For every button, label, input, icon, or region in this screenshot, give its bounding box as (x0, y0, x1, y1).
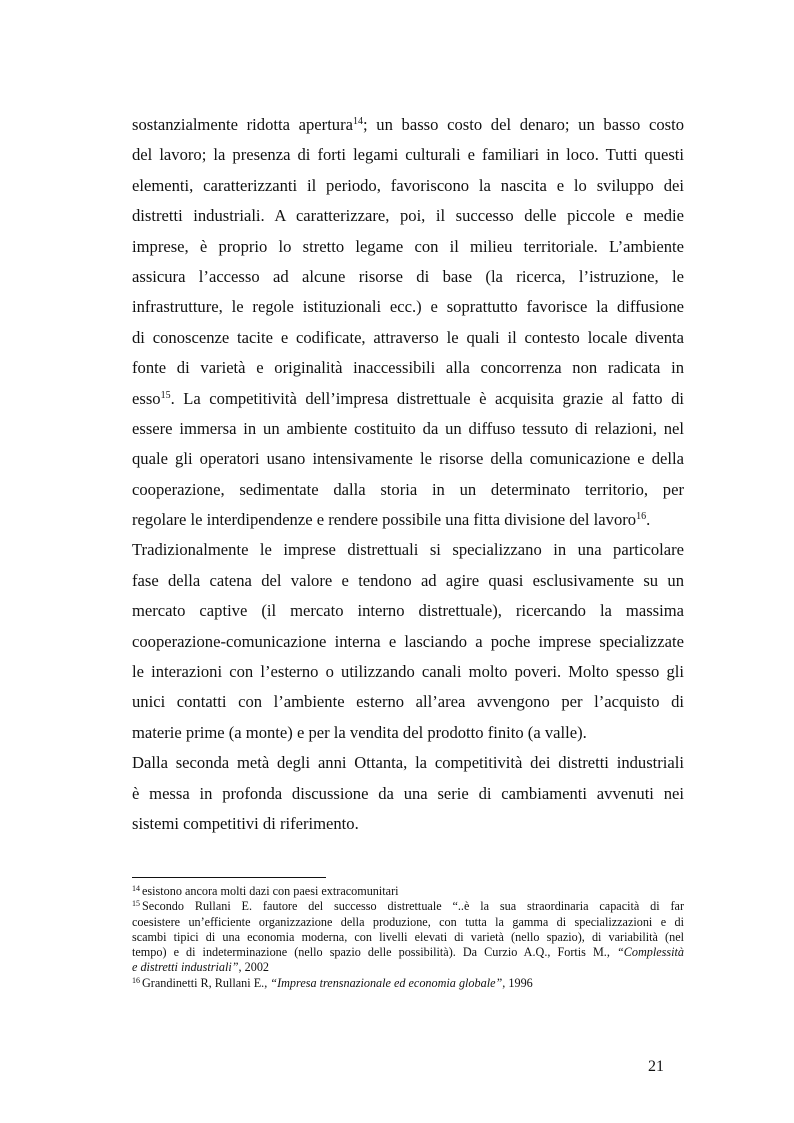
footnote-line: coesistere un’efficiente organizzazione della produzione, con tutta la gamma di specializzazioni e di (132, 914, 684, 929)
footnotes (132, 884, 684, 991)
footnote-divider (132, 877, 326, 878)
footnote-line: e distretti industriali”, 2002 (132, 960, 270, 975)
body-line: Tradizionalmente le imprese distrettuali si specializzano in una particolare (132, 540, 684, 560)
body-text (132, 110, 684, 839)
body-line: del lavoro; la presenza di forti legami culturali e familiari in loco. Tutti questi (132, 145, 684, 165)
body-line: è messa in profonda discussione da una serie di cambiamenti avvenuti nei (132, 783, 684, 803)
body-line: cooperazione-comunicazione interna e lasciando a poche imprese specializzate (132, 631, 684, 651)
footnote-line: $^{16}$ Grandinetti R, Rullani E., “Impresa trensnazionale ed economia globale”, 1996 (132, 975, 533, 990)
body-line: mercato captive (il mercato interno distrettuale), ricercando la massima (132, 601, 684, 621)
body-line: fonte di varietà e originalità inaccessibili alla concorrenza non radicata in (132, 358, 684, 378)
footnote-number: 14 (132, 884, 140, 893)
body-line: fase della catena del valore e tendono ad agire quasi esclusivamente su un (132, 570, 684, 590)
footnote-ref[interactable]: 16 (636, 511, 647, 523)
body-line: Dalla seconda metà degli anni Ottanta, la competitività dei distretti industriali (132, 753, 684, 773)
body-line: sostanzialmente ridotta apertura$^{14}$; un basso costo del denaro; un basso costo (132, 115, 684, 134)
page-number: 21 (648, 1058, 664, 1075)
body-line: imprese, è proprio lo stretto legame con il milieu territoriale. L’ambiente (132, 236, 684, 256)
body-line: assicura l’accesso ad alcune risorse di base (la ricerca, l’istruzione, le (132, 266, 684, 286)
body-line: unici contatti con l’ambiente esterno all’area avvengono per l’acquisto di (132, 692, 684, 712)
body-line: esso$^{15}$. La competitività dell’impresa distrettuale è acquisita grazie al fatto di (132, 388, 684, 408)
body-line: elementi, caratterizzanti il periodo, favoriscono la nascita e lo sviluppo dei (132, 175, 684, 195)
footnote-line: $^{14}$ esistono ancora molti dazi con paesi extracomunitari (132, 884, 399, 898)
body-line: regolare le interdipendenze e rendere possibile una fitta divisione del lavoro$^{16}$. (132, 510, 651, 530)
body-line: distretti industriali. A caratterizzare, poi, il successo delle piccole e medie (132, 206, 684, 226)
body-line: le interazioni con l’esterno o utilizzando canali molto poveri. Molto spesso gli (132, 662, 684, 682)
body-line: sistemi competitivi di riferimento. (132, 813, 359, 833)
body-line: di conoscenze tacite e codificate, attraverso le quali il contesto locale diventa (132, 327, 684, 347)
footnote-number: 16 (132, 975, 140, 985)
footnote-ref[interactable]: 15 (160, 389, 171, 401)
body-line: cooperazione, sedimentate dalla storia in un determinato territorio, per (132, 479, 684, 499)
body-line: essere immersa in un ambiente costituito da un diffuso tessuto di relazioni, nel (132, 418, 684, 438)
footnote-line: tempo) e di indeterminazione (nello spazio delle possibilità). Da Curzio A.Q., Fortis M., “Complessità (132, 945, 685, 960)
footnote-line: scambi tipici di una economia moderna, con livelli elevati di varietà (nello spazio), di variabilità (nel (132, 929, 684, 944)
body-line: infrastrutture, le regole istituzionali ecc.) e soprattutto favorisce la diffusione (132, 297, 684, 317)
body-line: quale gli operatori usano intensivamente le risorse della comunicazione e della (132, 449, 684, 469)
footnote-number: 15 (132, 899, 140, 909)
footnote-line: $^{15}$ Secondo Rullani E. fautore del successo distrettuale “..è la sua straordinaria capacità di far (132, 899, 684, 914)
body-line: materie prime (a monte) e per la vendita del prodotto finito (a valle). (132, 722, 587, 742)
footnote-ref[interactable]: 14 (353, 116, 363, 127)
